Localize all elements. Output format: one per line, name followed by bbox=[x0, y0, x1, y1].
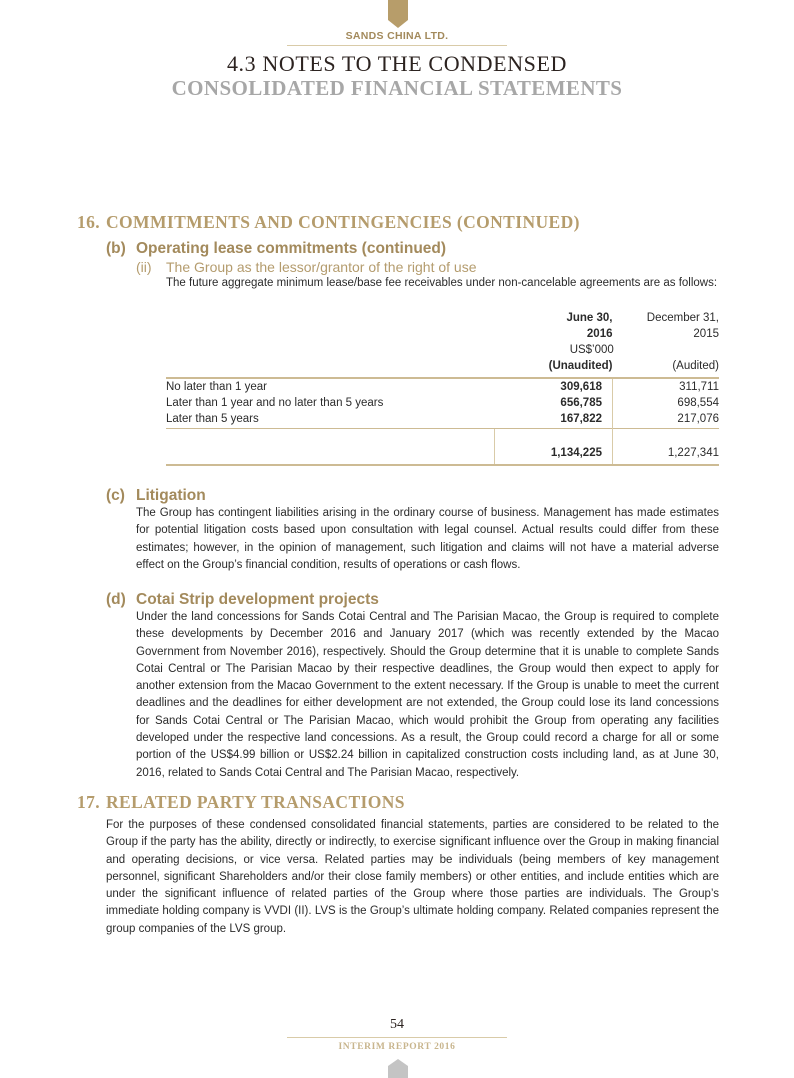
lease-receivables-table bbox=[166, 310, 719, 466]
subsection-title: Cotai Strip development projects bbox=[136, 591, 379, 608]
cotai-paragraph: Under the land concessions for Sands Cotai Central and The Parisian Macao, the Group is required to complete these developments by December 2016 and January 2017 (which was recently extended by the Macao Government from November 2016), respectively. Should the Group determine that it is unable to complete Sands Cotai Central or The Parisian Macao by their respective deadlines, the Group would then expect to apply for another extension from the Macao Government to the extent necessary. If the Group is unable to meet the current deadlines and the deadlines for either development are not extended, the Group could lose its land concessions for Sands Cotai Central or The Parisian Macao, which would prohibit the Group from operating any facilities developed under the respective land concessions. As a result, the Group could record a charge for all or some portion of the US$4.99 billion or US$2.24 billion in capitalized construction costs including land, as at June 30, 2016, related to Sands Cotai Central and The Parisian Macao, respectively. bbox=[136, 611, 719, 779]
table-row: Later than 1 year and no later than 5 years 656,785 698,554 bbox=[166, 397, 719, 409]
section-17-heading bbox=[77, 792, 405, 813]
section-title: RELATED PARTY TRANSACTIONS bbox=[106, 792, 405, 812]
top-bookmark-tab bbox=[388, 0, 408, 20]
page-title-line2: CONSOLIDATED FINANCIAL STATEMENTS bbox=[171, 76, 623, 100]
col-header-2015-line1: December 31, bbox=[646, 312, 719, 324]
lease-intro-text: The future aggregate minimum lease/base fee receivables under non-cancelable agreements are as follows: bbox=[166, 277, 718, 289]
total-2015: 1,227,341 bbox=[613, 445, 720, 465]
section-number: 16. bbox=[77, 212, 101, 232]
subsection-label: (c) bbox=[106, 487, 125, 504]
page-title-line1: 4.3 NOTES TO THE CONDENSED bbox=[226, 51, 568, 76]
subsection-label: (d) bbox=[106, 591, 126, 608]
footer-divider bbox=[287, 1037, 507, 1038]
subsection-title: Litigation bbox=[136, 487, 206, 504]
col-status-2015: (Audited) bbox=[672, 360, 719, 372]
table-row: No later than 1 year 309,618 311,711 bbox=[166, 378, 719, 395]
col-header-2015-line2: 2015 bbox=[693, 328, 719, 340]
subsection-d-heading bbox=[106, 591, 379, 609]
section-number: 17. bbox=[77, 792, 101, 812]
subsection-title: Operating lease commitments (continued) bbox=[136, 240, 447, 257]
total-2016: 1,134,225 bbox=[495, 445, 613, 465]
table-total-row bbox=[166, 445, 719, 465]
page-number: 54 bbox=[390, 1017, 404, 1032]
related-party-paragraph: For the purposes of these condensed consolidated financial statements, parties are considered to be related to the Group if the party has the ability, directly or indirectly, to exercise significant influence over the Group in making financial and operating decisions, or vice versa. Related parties may be individuals (being members of key management personnel, significant Shareholders and/or their close family members) or other entities, and include entities which are under the significant influence of related parties of the Group where those parties are individuals. The Group’s immediate holding company is VVDI (II). LVS is the Group’s ultimate holding company. Related companies represent the group companies of the LVS group. bbox=[106, 819, 719, 935]
col-header-2016-line1: June 30, bbox=[566, 312, 613, 324]
subsection-label: (ii) bbox=[136, 259, 152, 275]
litigation-paragraph: The Group has contingent liabilities arising in the ordinary course of business. Management has made estimates for potential litigation costs based upon consultation with legal counsel. Actual results could differ from these estimates; however, in the opinion of management, such litigation and claims will not have a material adverse effect on the Group’s financial condition, results of operations or cash flows. bbox=[136, 507, 719, 571]
col-status-2016: (Unaudited) bbox=[548, 360, 613, 372]
col-header-2016-line2: 2016 bbox=[586, 328, 613, 340]
unit-label: US$’000 bbox=[569, 344, 614, 356]
header-divider bbox=[287, 45, 507, 46]
subsection-title: The Group as the lessor/grantor of the right of use bbox=[166, 259, 477, 275]
bottom-bookmark-tab bbox=[388, 1066, 408, 1078]
subsection-b-heading bbox=[106, 240, 446, 258]
brand-name: SANDS CHINA LTD. bbox=[345, 30, 449, 42]
report-name: INTERIM REPORT 2016 bbox=[338, 1042, 456, 1052]
section-16-heading bbox=[77, 212, 580, 233]
subsection-ii-heading bbox=[136, 259, 477, 275]
section-title: COMMITMENTS AND CONTINGENCIES (CONTINUED) bbox=[106, 212, 580, 232]
table-row: Later than 5 years 167,822 217,076 bbox=[166, 411, 719, 429]
subsection-label: (b) bbox=[106, 240, 126, 257]
subsection-c-heading bbox=[106, 487, 206, 505]
